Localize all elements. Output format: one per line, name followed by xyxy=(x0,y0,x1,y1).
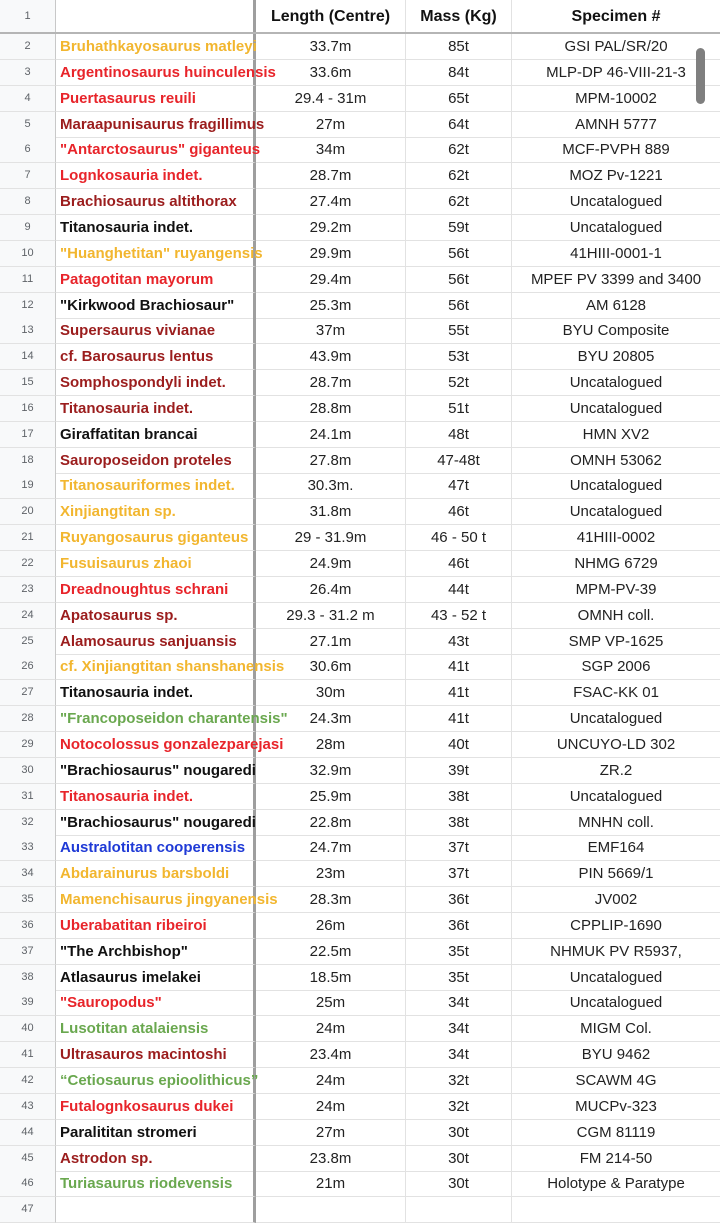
row-number[interactable]: 32 xyxy=(0,810,56,836)
cell-length[interactable]: 30m xyxy=(256,680,406,706)
cell-mass[interactable]: 30t xyxy=(406,1120,512,1146)
row-number[interactable]: 19 xyxy=(0,473,56,499)
row-number[interactable]: 42 xyxy=(0,1068,56,1094)
row-number[interactable]: 39 xyxy=(0,990,56,1016)
vertical-scrollbar[interactable] xyxy=(696,48,705,104)
cell-mass[interactable]: 46t xyxy=(406,499,512,525)
cell-length[interactable]: 30.6m xyxy=(256,654,406,680)
cell-mass[interactable]: 84t xyxy=(406,60,512,86)
row-number[interactable]: 16 xyxy=(0,396,56,422)
cell-name[interactable]: Xinjiangtitan sp. xyxy=(56,499,256,525)
row-number[interactable]: 45 xyxy=(0,1146,56,1172)
row-number[interactable]: 7 xyxy=(0,163,56,189)
cell-length[interactable]: 29.4m xyxy=(256,267,406,293)
table-row xyxy=(0,215,720,241)
cell-name[interactable]: Sauroposeidon proteles xyxy=(56,448,256,474)
cell-mass[interactable]: 30t xyxy=(406,1146,512,1172)
cell-name[interactable]: Lognkosauria indet. xyxy=(56,163,256,189)
table-row xyxy=(0,422,720,448)
row-number[interactable]: 31 xyxy=(0,784,56,810)
header-row xyxy=(0,0,720,34)
column-header-mass[interactable]: Mass (Kg) xyxy=(406,0,512,33)
cell-mass[interactable]: 32t xyxy=(406,1068,512,1094)
cell-specimen[interactable]: SGP 2006 xyxy=(512,654,720,680)
row-number[interactable]: 41 xyxy=(0,1042,56,1068)
cell-length[interactable]: 31.8m xyxy=(256,499,406,525)
row-number[interactable]: 20 xyxy=(0,499,56,525)
row-number[interactable]: 13 xyxy=(0,318,56,344)
table-row xyxy=(0,344,720,370)
row-number[interactable]: 40 xyxy=(0,1016,56,1042)
cell-length[interactable]: 33.6m xyxy=(256,60,406,86)
table-row xyxy=(0,267,720,293)
cell-specimen[interactable]: Uncatalogued xyxy=(512,215,720,241)
cell-specimen[interactable]: GSI PAL/SR/20 xyxy=(512,34,720,60)
cell-length[interactable]: 34m xyxy=(256,137,406,163)
table-row xyxy=(0,1197,720,1223)
cell-specimen[interactable]: Uncatalogued xyxy=(512,706,720,732)
table-row xyxy=(0,603,720,629)
table-row xyxy=(0,654,720,680)
row-number[interactable]: 6 xyxy=(0,137,56,163)
row-number[interactable]: 15 xyxy=(0,370,56,396)
table-row xyxy=(0,810,720,836)
cell-length[interactable]: 29 - 31.9m xyxy=(256,525,406,551)
row-number[interactable]: 37 xyxy=(0,939,56,965)
cell-mass[interactable]: 56t xyxy=(406,241,512,267)
cell-mass[interactable]: 38t xyxy=(406,810,512,836)
cell-name[interactable]: Paralititan stromeri xyxy=(56,1120,256,1146)
cell-length[interactable]: 24m xyxy=(256,1016,406,1042)
cell-name[interactable]: Mamenchisaurus jingyanensis xyxy=(56,887,256,913)
row-number[interactable]: 35 xyxy=(0,887,56,913)
table-row xyxy=(0,965,720,991)
cell-length[interactable]: 27m xyxy=(256,112,406,138)
cell-length[interactable]: 32.9m xyxy=(256,758,406,784)
row-number[interactable]: 25 xyxy=(0,629,56,655)
cell-mass[interactable]: 34t xyxy=(406,990,512,1016)
cell-specimen[interactable]: MLP-DP 46-VIII-21-3 xyxy=(512,60,720,86)
table-row xyxy=(0,241,720,267)
cell-specimen[interactable]: MUCPv-323 xyxy=(512,1094,720,1120)
cell-specimen[interactable]: Uncatalogued xyxy=(512,473,720,499)
cell-length[interactable]: 27m xyxy=(256,1120,406,1146)
table-row xyxy=(0,1120,720,1146)
row-number[interactable]: 44 xyxy=(0,1120,56,1146)
cell-length[interactable]: 25m xyxy=(256,990,406,1016)
cell-length[interactable] xyxy=(256,1197,406,1223)
cell-length[interactable]: 25.3m xyxy=(256,293,406,319)
cell-length[interactable]: 27.1m xyxy=(256,629,406,655)
row-number[interactable]: 30 xyxy=(0,758,56,784)
cell-length[interactable]: 29.2m xyxy=(256,215,406,241)
cell-specimen[interactable]: SMP VP-1625 xyxy=(512,629,720,655)
cell-specimen[interactable]: JV002 xyxy=(512,887,720,913)
cell-specimen[interactable]: FM 214-50 xyxy=(512,1146,720,1172)
row-number[interactable]: 4 xyxy=(0,86,56,112)
cell-mass[interactable]: 30t xyxy=(406,1171,512,1197)
cell-specimen[interactable]: AMNH 5777 xyxy=(512,112,720,138)
cell-specimen[interactable]: UNCUYO-LD 302 xyxy=(512,732,720,758)
cell-name[interactable]: Alamosaurus sanjuansis xyxy=(56,629,256,655)
cell-name[interactable]: Futalognkosaurus dukei xyxy=(56,1094,256,1120)
cell-length[interactable]: 33.7m xyxy=(256,34,406,60)
cell-length[interactable]: 28.7m xyxy=(256,163,406,189)
cell-name[interactable]: Dreadnoughtus schrani xyxy=(56,577,256,603)
table-row xyxy=(0,680,720,706)
table-row xyxy=(0,1016,720,1042)
cell-mass[interactable]: 40t xyxy=(406,732,512,758)
cell-name[interactable]: Astrodon sp. xyxy=(56,1146,256,1172)
cell-mass[interactable]: 34t xyxy=(406,1016,512,1042)
cell-specimen[interactable]: CPPLIP-1690 xyxy=(512,913,720,939)
cell-mass[interactable]: 37t xyxy=(406,861,512,887)
cell-specimen[interactable]: 41HIII-0001-1 xyxy=(512,241,720,267)
cell-name[interactable]: "Brachiosaurus" nougaredi xyxy=(56,758,256,784)
cell-name[interactable]: "Brachiosaurus" nougaredi xyxy=(56,810,256,836)
table-row xyxy=(0,732,720,758)
cell-specimen[interactable]: OMNH 53062 xyxy=(512,448,720,474)
cell-name[interactable]: Titanosauria indet. xyxy=(56,396,256,422)
cell-name[interactable]: Turiasaurus riodevensis xyxy=(56,1171,256,1197)
cell-length[interactable]: 25.9m xyxy=(256,784,406,810)
cell-mass[interactable]: 36t xyxy=(406,913,512,939)
cell-length[interactable]: 28.7m xyxy=(256,370,406,396)
cell-specimen[interactable]: MPM-PV-39 xyxy=(512,577,720,603)
cell-name[interactable]: "Antarctosaurus" giganteus xyxy=(56,137,256,163)
cell-name[interactable]: Argentinosaurus huinculensis xyxy=(56,60,256,86)
row-number[interactable]: 17 xyxy=(0,422,56,448)
cell-name[interactable]: Abdarainurus barsboldi xyxy=(56,861,256,887)
row-number[interactable]: 47 xyxy=(0,1197,56,1223)
table-row xyxy=(0,1146,720,1172)
cell-mass[interactable]: 43 - 52 t xyxy=(406,603,512,629)
cell-length[interactable]: 24.1m xyxy=(256,422,406,448)
cell-name[interactable]: Titanosauria indet. xyxy=(56,215,256,241)
cell-name[interactable]: Ultrasauros macintoshi xyxy=(56,1042,256,1068)
row-number[interactable]: 33 xyxy=(0,835,56,861)
cell-mass[interactable]: 48t xyxy=(406,422,512,448)
cell-mass[interactable]: 46t xyxy=(406,551,512,577)
cell-name[interactable]: Titanosauria indet. xyxy=(56,680,256,706)
cell-length[interactable]: 24m xyxy=(256,1068,406,1094)
table-row xyxy=(0,1068,720,1094)
cell-length[interactable]: 29.3 - 31.2 m xyxy=(256,603,406,629)
cell-specimen[interactable]: EMF164 xyxy=(512,835,720,861)
cell-mass[interactable]: 62t xyxy=(406,163,512,189)
row-number[interactable]: 34 xyxy=(0,861,56,887)
table-row xyxy=(0,448,720,474)
cell-specimen[interactable]: Uncatalogued xyxy=(512,990,720,1016)
table-row xyxy=(0,473,720,499)
row-number[interactable]: 21 xyxy=(0,525,56,551)
row-number[interactable]: 23 xyxy=(0,577,56,603)
cell-mass[interactable]: 41t xyxy=(406,680,512,706)
table-row xyxy=(0,758,720,784)
cell-length[interactable]: 26.4m xyxy=(256,577,406,603)
cell-length[interactable]: 24.7m xyxy=(256,835,406,861)
cell-specimen[interactable]: HMN XV2 xyxy=(512,422,720,448)
cell-specimen[interactable]: Uncatalogued xyxy=(512,189,720,215)
cell-mass[interactable]: 62t xyxy=(406,137,512,163)
cell-length[interactable]: 22.8m xyxy=(256,810,406,836)
cell-length[interactable]: 23.4m xyxy=(256,1042,406,1068)
cell-specimen[interactable]: Uncatalogued xyxy=(512,784,720,810)
table-row xyxy=(0,629,720,655)
row-number[interactable]: 1 xyxy=(0,0,56,33)
table-row xyxy=(0,86,720,112)
cell-mass[interactable]: 41t xyxy=(406,654,512,680)
table-row xyxy=(0,396,720,422)
cell-name[interactable]: Maraapunisaurus fragillimus xyxy=(56,112,256,138)
cell-mass[interactable]: 51t xyxy=(406,396,512,422)
cell-name[interactable]: Somphospondyli indet. xyxy=(56,370,256,396)
cell-name[interactable]: Bruhathkayosaurus matleyi xyxy=(56,34,256,60)
cell-length[interactable]: 18.5m xyxy=(256,965,406,991)
row-number[interactable]: 18 xyxy=(0,448,56,474)
table-row xyxy=(0,577,720,603)
table-row xyxy=(0,370,720,396)
row-number[interactable]: 8 xyxy=(0,189,56,215)
cell-specimen[interactable]: MNHN coll. xyxy=(512,810,720,836)
cell-mass[interactable]: 46 - 50 t xyxy=(406,525,512,551)
cell-name[interactable]: Notocolossus gonzalezparejasi xyxy=(56,732,256,758)
cell-name[interactable] xyxy=(56,1197,256,1223)
column-header-specimen[interactable]: Specimen # xyxy=(512,0,720,33)
cell-mass[interactable]: 44t xyxy=(406,577,512,603)
cell-mass[interactable]: 56t xyxy=(406,293,512,319)
cell-name[interactable]: Brachiosaurus altithorax xyxy=(56,189,256,215)
cell-length[interactable]: 28m xyxy=(256,732,406,758)
table-row xyxy=(0,835,720,861)
cell-specimen[interactable]: ZR.2 xyxy=(512,758,720,784)
table-row xyxy=(0,525,720,551)
cell-mass[interactable]: 41t xyxy=(406,706,512,732)
row-number[interactable]: 36 xyxy=(0,913,56,939)
table-row xyxy=(0,34,720,60)
row-number[interactable]: 22 xyxy=(0,551,56,577)
row-number[interactable]: 12 xyxy=(0,293,56,319)
cell-name[interactable]: Supersaurus vivianae xyxy=(56,318,256,344)
cell-specimen[interactable]: Uncatalogued xyxy=(512,965,720,991)
cell-length[interactable]: 23.8m xyxy=(256,1146,406,1172)
cell-mass[interactable]: 43t xyxy=(406,629,512,655)
cell-specimen[interactable]: MPEF PV 3399 and 3400 xyxy=(512,267,720,293)
row-number[interactable]: 29 xyxy=(0,732,56,758)
table-row xyxy=(0,137,720,163)
cell-name[interactable]: Titanosauriformes indet. xyxy=(56,473,256,499)
cell-length[interactable]: 27.8m xyxy=(256,448,406,474)
table-row xyxy=(0,499,720,525)
cell-name[interactable]: Atlasaurus imelakei xyxy=(56,965,256,991)
table-row xyxy=(0,887,720,913)
cell-mass[interactable]: 34t xyxy=(406,1042,512,1068)
cell-length[interactable]: 24.3m xyxy=(256,706,406,732)
table-row xyxy=(0,784,720,810)
cell-name[interactable]: “Cetiosaurus epioolithicus” xyxy=(56,1068,256,1094)
cell-mass[interactable]: 35t xyxy=(406,939,512,965)
row-number[interactable]: 2 xyxy=(0,34,56,60)
row-number[interactable]: 46 xyxy=(0,1171,56,1197)
cell-name[interactable]: Ruyangosaurus giganteus xyxy=(56,525,256,551)
table-row xyxy=(0,112,720,138)
table-row xyxy=(0,551,720,577)
cell-specimen[interactable]: Uncatalogued xyxy=(512,370,720,396)
cell-specimen[interactable]: Holotype & Paratype xyxy=(512,1171,720,1197)
cell-specimen[interactable]: BYU 9462 xyxy=(512,1042,720,1068)
table-row xyxy=(0,990,720,1016)
cell-mass[interactable]: 59t xyxy=(406,215,512,241)
cell-name[interactable]: Uberabatitan ribeiroi xyxy=(56,913,256,939)
table-row xyxy=(0,60,720,86)
cell-specimen[interactable]: BYU Composite xyxy=(512,318,720,344)
table-row xyxy=(0,293,720,319)
cell-mass[interactable]: 85t xyxy=(406,34,512,60)
cell-mass[interactable]: 52t xyxy=(406,370,512,396)
cell-mass[interactable]: 38t xyxy=(406,784,512,810)
table-row xyxy=(0,861,720,887)
cell-name[interactable]: "Kirkwood Brachiosaur" xyxy=(56,293,256,319)
cell-specimen[interactable]: BYU 20805 xyxy=(512,344,720,370)
cell-name[interactable]: cf. Barosaurus lentus xyxy=(56,344,256,370)
cell-name[interactable]: Lusotitan atalaiensis xyxy=(56,1016,256,1042)
cell-specimen[interactable]: SCAWM 4G xyxy=(512,1068,720,1094)
table-row xyxy=(0,163,720,189)
cell-length[interactable]: 29.4 - 31m xyxy=(256,86,406,112)
row-number[interactable]: 3 xyxy=(0,60,56,86)
cell-specimen[interactable]: MCF-PVPH 889 xyxy=(512,137,720,163)
cell-mass[interactable]: 62t xyxy=(406,189,512,215)
cell-specimen[interactable]: MOZ Pv-1221 xyxy=(512,163,720,189)
cell-mass[interactable]: 36t xyxy=(406,887,512,913)
cell-name[interactable]: Australotitan cooperensis xyxy=(56,835,256,861)
row-number[interactable]: 27 xyxy=(0,680,56,706)
cell-length[interactable]: 29.9m xyxy=(256,241,406,267)
cell-mass[interactable]: 37t xyxy=(406,835,512,861)
cell-name[interactable]: Giraffatitan brancai xyxy=(56,422,256,448)
cell-specimen[interactable]: MPM-10002 xyxy=(512,86,720,112)
cell-specimen[interactable]: AM 6128 xyxy=(512,293,720,319)
cell-mass[interactable]: 65t xyxy=(406,86,512,112)
cell-mass[interactable]: 53t xyxy=(406,344,512,370)
cell-specimen[interactable]: CGM 81119 xyxy=(512,1120,720,1146)
column-header-length[interactable]: Length (Centre) xyxy=(256,0,406,33)
cell-name[interactable]: Puertasaurus reuili xyxy=(56,86,256,112)
cell-mass[interactable]: 47-48t xyxy=(406,448,512,474)
cell-length[interactable]: 21m xyxy=(256,1171,406,1197)
cell-length[interactable]: 24.9m xyxy=(256,551,406,577)
cell-length[interactable]: 22.5m xyxy=(256,939,406,965)
cell-specimen[interactable]: 41HIII-0002 xyxy=(512,525,720,551)
cell-mass[interactable]: 64t xyxy=(406,112,512,138)
cell-name[interactable]: Fusuisaurus zhaoi xyxy=(56,551,256,577)
cell-mass[interactable]: 55t xyxy=(406,318,512,344)
table-row xyxy=(0,1171,720,1197)
cell-mass[interactable]: 56t xyxy=(406,267,512,293)
cell-specimen[interactable]: NHMG 6729 xyxy=(512,551,720,577)
cell-length[interactable]: 37m xyxy=(256,318,406,344)
table-row xyxy=(0,1042,720,1068)
table-row xyxy=(0,189,720,215)
cell-mass[interactable]: 39t xyxy=(406,758,512,784)
cell-name[interactable]: Titanosauria indet. xyxy=(56,784,256,810)
cell-length[interactable]: 28.3m xyxy=(256,887,406,913)
cell-specimen[interactable]: Uncatalogued xyxy=(512,396,720,422)
row-number[interactable]: 24 xyxy=(0,603,56,629)
cell-length[interactable]: 24m xyxy=(256,1094,406,1120)
cell-mass[interactable] xyxy=(406,1197,512,1223)
row-number[interactable]: 14 xyxy=(0,344,56,370)
cell-length[interactable]: 30.3m. xyxy=(256,473,406,499)
table-row xyxy=(0,1094,720,1120)
cell-length[interactable]: 27.4m xyxy=(256,189,406,215)
cell-name[interactable]: Patagotitan mayorum xyxy=(56,267,256,293)
row-number[interactable]: 11 xyxy=(0,267,56,293)
row-number[interactable]: 38 xyxy=(0,965,56,991)
cell-specimen[interactable]: PIN 5669/1 xyxy=(512,861,720,887)
table-row xyxy=(0,318,720,344)
column-header-name[interactable] xyxy=(56,0,256,33)
cell-specimen[interactable]: MIGM Col. xyxy=(512,1016,720,1042)
row-number[interactable]: 26 xyxy=(0,654,56,680)
cell-specimen[interactable] xyxy=(512,1197,720,1223)
table-row xyxy=(0,939,720,965)
cell-mass[interactable]: 47t xyxy=(406,473,512,499)
cell-specimen[interactable]: OMNH coll. xyxy=(512,603,720,629)
cell-length[interactable]: 43.9m xyxy=(256,344,406,370)
cell-length[interactable]: 23m xyxy=(256,861,406,887)
row-number[interactable]: 28 xyxy=(0,706,56,732)
cell-name[interactable]: "The Archbishop" xyxy=(56,939,256,965)
cell-length[interactable]: 26m xyxy=(256,913,406,939)
row-number[interactable]: 43 xyxy=(0,1094,56,1120)
row-number[interactable]: 5 xyxy=(0,112,56,138)
cell-name[interactable]: "Francoposeidon charantensis" xyxy=(56,706,256,732)
cell-specimen[interactable]: Uncatalogued xyxy=(512,499,720,525)
cell-specimen[interactable]: NHMUK PV R5937, xyxy=(512,939,720,965)
row-number[interactable]: 10 xyxy=(0,241,56,267)
cell-name[interactable]: Apatosaurus sp. xyxy=(56,603,256,629)
cell-specimen[interactable]: FSAC-KK 01 xyxy=(512,680,720,706)
table-row xyxy=(0,913,720,939)
cell-length[interactable]: 28.8m xyxy=(256,396,406,422)
cell-name[interactable]: "Huanghetitan" ruyangensis xyxy=(56,241,256,267)
cell-mass[interactable]: 32t xyxy=(406,1094,512,1120)
cell-name[interactable]: cf. Xinjiangtitan shanshanensis xyxy=(56,654,256,680)
row-number[interactable]: 9 xyxy=(0,215,56,241)
cell-name[interactable]: "Sauropodus" xyxy=(56,990,256,1016)
cell-mass[interactable]: 35t xyxy=(406,965,512,991)
table-row xyxy=(0,706,720,732)
